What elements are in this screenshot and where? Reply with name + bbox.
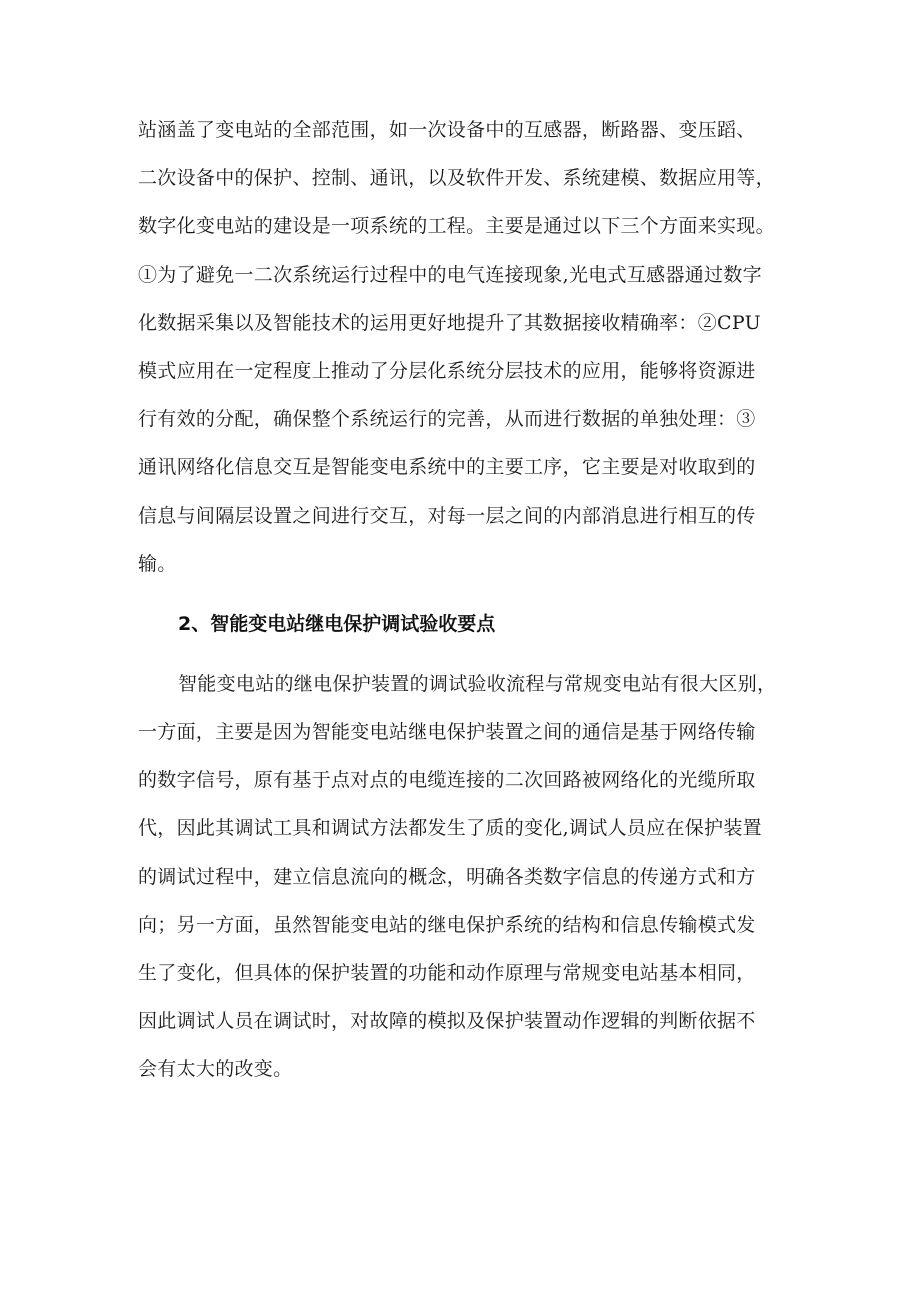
text-line: 代，因此其调试工具和调试方法都发生了质的变化,调试人员应在保护装置 xyxy=(138,817,762,840)
section-heading: 2、智能变电站继电保护调试验收要点 xyxy=(178,612,496,635)
text-line: 智能变电站的继电保护装置的调试验收流程与常规变电站有很大区别， xyxy=(178,672,777,695)
text-line: 生了变化，但具体的保护装置的功能和动作原理与常规变电站基本相同， xyxy=(138,962,756,984)
text-line: 数字化变电站的建设是一项系统的工程。主要是通过以下三个方面来实现。 xyxy=(138,215,775,238)
text-line: 一方面，主要是因为智能变电站继电保护装置之间的通信是基于网络传输 xyxy=(138,721,756,744)
text-line: 化数据采集以及智能技术的运用更好地提升了其数据接收精确率：②CPU xyxy=(138,311,761,334)
text-line: 模式应用在一定程度上推动了分层化系统分层技术的应用，能够将资源进 xyxy=(138,359,756,382)
text-line: 输。 xyxy=(138,552,177,575)
text-line: 通讯网络化信息交互是智能变电系统中的主要工序，它主要是对收取到的 xyxy=(138,456,756,479)
paragraph-2 xyxy=(138,660,798,1094)
text-line: 二次设备中的保护、控制、通讯，以及软件开发、系统建模、数据应用等， xyxy=(138,167,775,190)
text-line: 因此调试人员在调试时，对故障的模拟及保护装置动作逻辑的判断依据不 xyxy=(138,1010,756,1033)
text-line: 信息与间隔层设置之间进行交互，对每一层之间的内部消息进行相互的传 xyxy=(138,504,756,527)
document-body xyxy=(138,106,798,1094)
text-line: 行有效的分配，确保整个系统运行的完善，从而进行数据的单独处理：③ xyxy=(138,408,756,431)
text-line: 向；另一方面，虽然智能变电站的继电保护系统的结构和信息传输模式发 xyxy=(138,913,756,936)
text-line: 会有太大的改变。 xyxy=(138,1058,293,1081)
text-line: 的数字信号，原有基于点对点的电缆连接的二次回路被网络化的光缆所取 xyxy=(138,769,756,792)
paragraph-1 xyxy=(138,106,798,588)
text-line: ①为了避免一二次系统运行过程中的电气连接现象,光电式互感器通过数字 xyxy=(138,263,762,286)
text-line: 的调试过程中，建立信息流向的概念，明确各类数字信息的传递方式和方 xyxy=(138,865,756,888)
text-line: 站涵盖了变电站的全部范围，如一次设备中的互感器，断路器、变压蹈、 xyxy=(138,119,756,141)
